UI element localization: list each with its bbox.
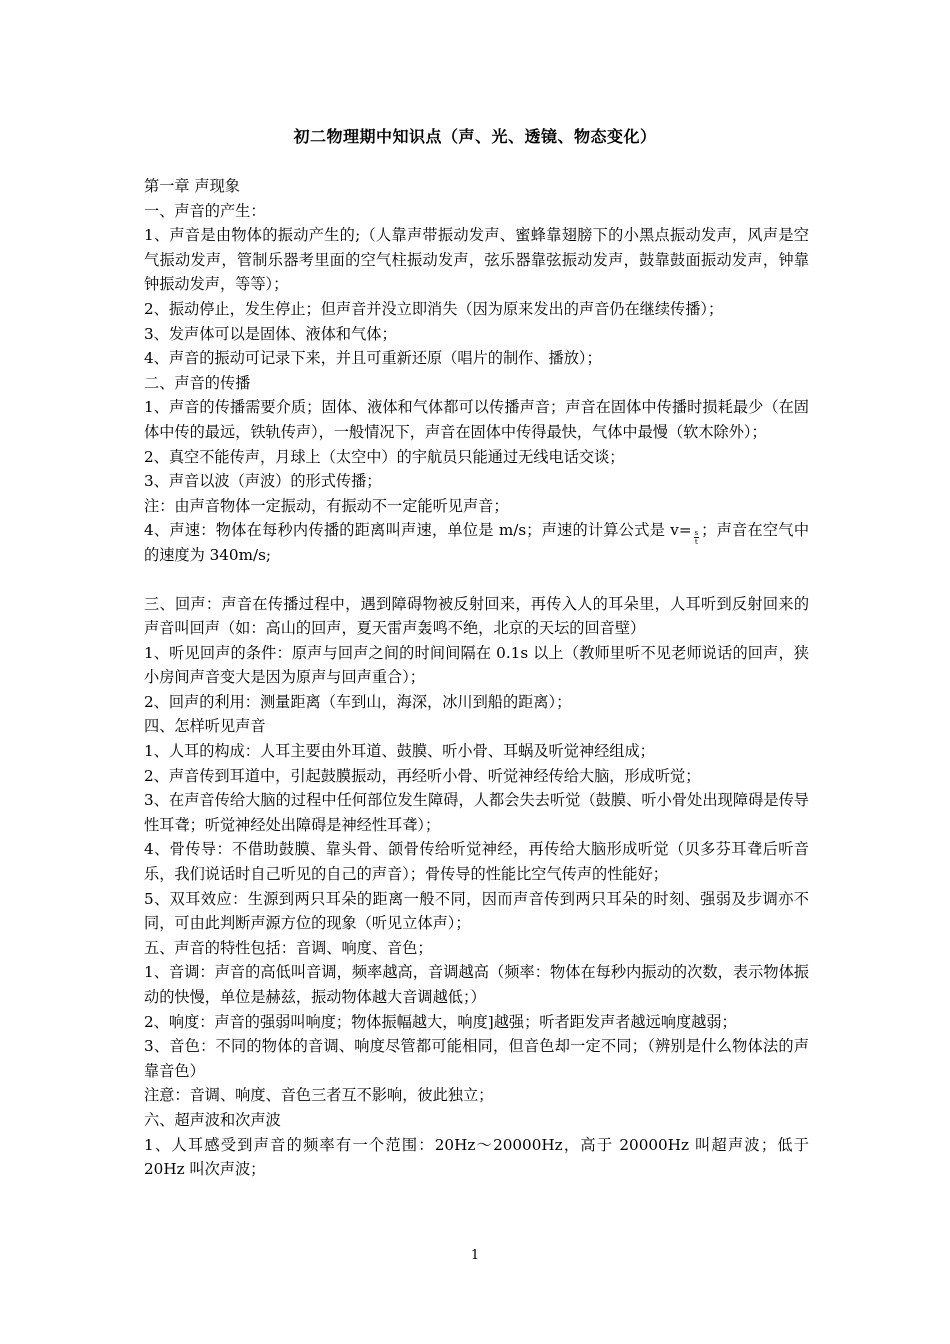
section-heading: 一、声音的产生： <box>144 201 266 220</box>
section-heading: 六、超声波和次声波 <box>144 1110 281 1129</box>
paragraph: 1、人耳的构成：人耳主要由外耳道、鼓膜、听小骨、耳蜗及听觉神经组成； <box>144 742 655 761</box>
paragraph: 注意：音调、响度、音色三者互不影响，彼此独立； <box>144 1086 494 1105</box>
chapter-heading: 第一章 声现象 <box>144 177 240 195</box>
document-body <box>144 174 809 1182</box>
paragraph: 2、真空不能传声，月球上（太空中）的宇航员只能通过无线电话交谈； <box>144 447 625 466</box>
paragraph: 4、骨传导：不借助鼓膜、靠头骨、颌骨传给听觉神经，再传给大脑形成听觉（贝多芬耳聋后听音乐，我们说话时自己听见的自己的声音）；骨传导的性能比空气传声的性能好； <box>144 840 809 884</box>
paragraph: 3、音色：不同的物体的音调、响度尽管都可能相同，但音色却一定不同；（辨别是什么物体法的声靠音色） <box>144 1037 809 1080</box>
paragraph: 1、声音的传播需要介质；固体、液体和气体都可以传播声音；声音在固体中传播时损耗最少（在固体中传的最远，铁轨传声），一般情况下，声音在固体中传得最快，气体中最慢（软木除外）； <box>144 398 809 441</box>
paragraph: 注：由声音物体一定振动，有振动不一定能听见声音； <box>144 496 509 515</box>
paragraph: 1、声音是由物体的振动产生的;（人靠声带振动发声、蜜蜂靠翅膀下的小黑点振动发声，风声是空气振动发声，管制乐器考里面的空气柱振动发声，弦乐器靠弦振动发声，鼓靠鼓面振动发声，钟靠钟振动发声，等等）； <box>144 226 809 294</box>
page-number: 1 <box>470 1248 480 1263</box>
paragraph: 1、人耳感受到声音的频率有一个范围：20Hz～20000Hz，高于 20000Hz 叫超声波；低于 20Hz 叫次声波； <box>144 1135 809 1179</box>
paragraph: 1、音调：声音的高低叫音调，频率越高，音调越高（频率：物体在每秒内振动的次数，表示物体振动的快慢，单位是赫兹，振动物体越大音调越低；） <box>144 963 809 1006</box>
section-heading: 二、声音的传播 <box>144 373 251 392</box>
fraction-numerator: s <box>694 528 699 537</box>
fraction-denominator: t <box>694 537 698 546</box>
section-heading: 五、声音的特性包括：音调、响度、音色； <box>144 938 433 957</box>
paragraph: 3、发声体可以是固体、液体和气体； <box>144 324 397 343</box>
paragraph: 1、听见回声的条件：原声与回声之间的时间间隔在 0.1s 以上（教师里听不见老师说话的回声，狭小房间声音变大是因为原声与回声重合）； <box>144 643 809 687</box>
paragraph: 2、声音传到耳道中，引起鼓膜振动，再经听小骨、听觉神经传给大脑，形成听觉； <box>144 766 701 785</box>
section-heading: 四、怎样听见声音 <box>144 717 266 736</box>
paragraph: 2、振动停止，发生停止；但声音并没立即消失（因为原来发出的声音仍在继续传播）； <box>144 299 724 318</box>
paragraph: 3、声音以波（声波）的形式传播； <box>144 472 382 491</box>
speed-formula-paragraph <box>144 518 809 567</box>
speed-text-before: 4、声速：物体在每秒内传播的距离叫声速，单位是 m/s；声速的计算公式是 v= <box>144 521 692 540</box>
speed-text-after: ；声音在空气中的速度为 340m/s; <box>144 521 810 564</box>
section-heading: 三、回声：声音在传播过程中，遇到障碍物被反射回来，再传入人的耳朵里，人耳听到反射回来的声音叫回声（如：高山的回声，夏天雷声轰鸣不绝，北京的天坛的回音壁） <box>144 594 809 638</box>
speed-fraction <box>694 529 700 546</box>
paragraph: 4、声音的振动可记录下来，并且可重新还原（唱片的制作、播放）； <box>144 349 602 368</box>
page-title: 初二物理期中知识点（声、光、透镜、物态变化） <box>293 127 657 146</box>
paragraph: 3、在声音传给大脑的过程中任何部位发生障碍，人都会失去听觉（鼓膜、听小骨处出现障碍是传导性耳聋；听觉神经处出障碍是神经性耳聋）； <box>144 791 809 834</box>
paragraph: 2、回声的利用：测量距离（车到山，海深，冰川到船的距离）； <box>144 692 572 711</box>
paragraph: 5、双耳效应：生源到两只耳朵的距离一般不同，因而声音传到两只耳朵的时刻、强弱及步调亦不同，可由此判断声源方位的现象（听见立体声）； <box>144 889 809 933</box>
paragraph: 2、响度：声音的强弱叫响度；物体振幅越大，响度]越强；听者距发声者越远响度越弱； <box>144 1012 737 1031</box>
